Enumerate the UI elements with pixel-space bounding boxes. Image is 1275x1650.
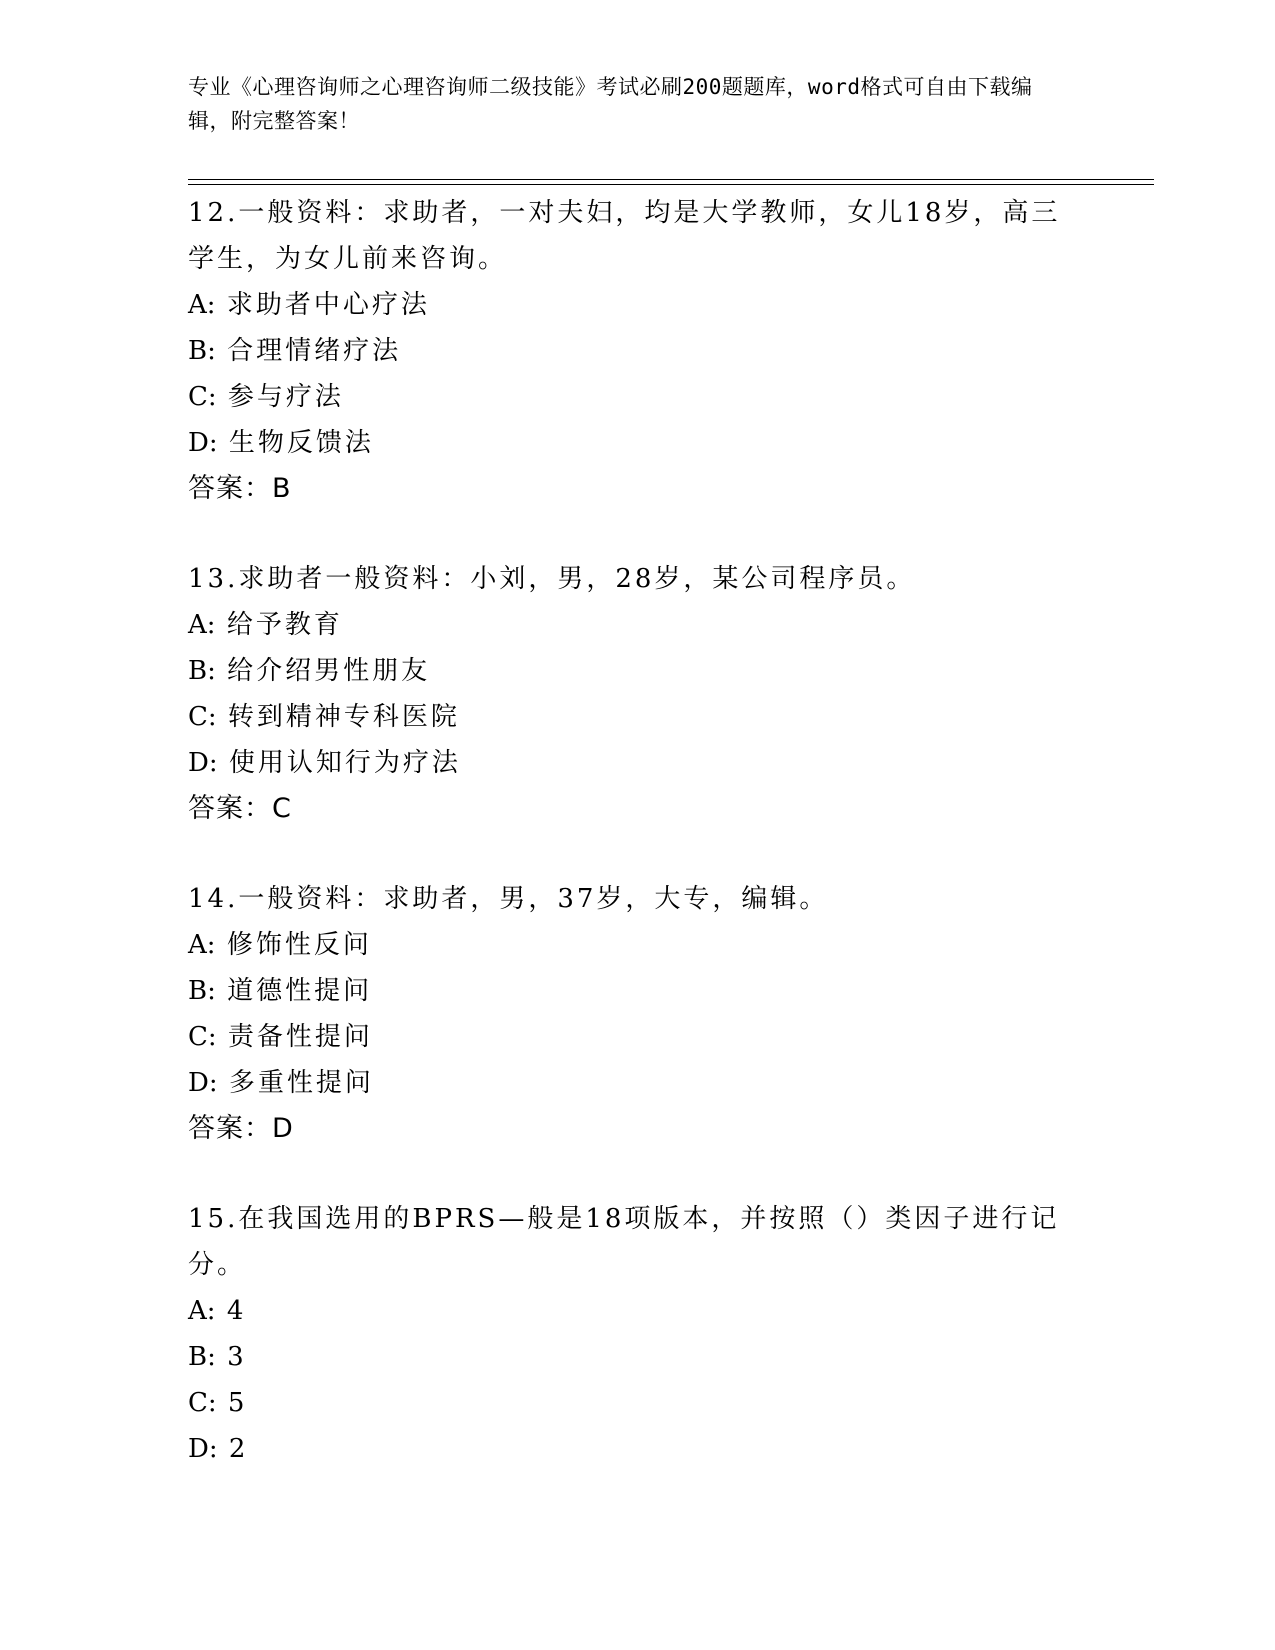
- option-c: [188, 1014, 1088, 1060]
- option-label: D:: [188, 748, 218, 778]
- option-label: D:: [188, 1434, 218, 1464]
- option-b: [188, 968, 1088, 1014]
- question-15: [188, 1196, 1088, 1472]
- question-12: [188, 190, 1088, 512]
- option-label: C:: [188, 1388, 217, 1418]
- option-label: A:: [188, 930, 216, 960]
- option-text: 合理情绪疗法: [227, 336, 402, 366]
- option-c: [188, 694, 1088, 740]
- option-text: 2: [228, 1434, 249, 1464]
- option-d: [188, 1060, 1088, 1106]
- option-text: 参与疗法: [227, 382, 344, 412]
- option-b: [188, 1334, 1088, 1380]
- option-a: [188, 282, 1088, 328]
- answer: 答案：B: [188, 473, 292, 504]
- question-stem: 13.求助者一般资料：小刘，男，28岁，某公司程序员。: [188, 564, 916, 594]
- option-text: 5: [227, 1388, 248, 1418]
- option-text: 生物反馈法: [228, 428, 374, 458]
- question-stem: 14.一般资料：求助者，男，37岁，大专，编辑。: [188, 884, 829, 914]
- option-d: [188, 740, 1088, 786]
- option-c: [188, 374, 1088, 420]
- option-a: [188, 1288, 1088, 1334]
- option-label: B:: [188, 976, 216, 1006]
- option-text: 4: [226, 1296, 247, 1326]
- question-stem: 15.在我国选用的BPRS—般是18项版本，并按照（）类因子进行记分。: [188, 1204, 1060, 1280]
- option-d: [188, 1426, 1088, 1472]
- option-text: 给予教育: [226, 610, 343, 640]
- option-text: 求助者中心疗法: [226, 290, 430, 320]
- option-a: [188, 602, 1088, 648]
- option-label: B:: [188, 336, 216, 366]
- option-label: C:: [188, 702, 217, 732]
- option-label: A:: [188, 1296, 216, 1326]
- option-text: 道德性提问: [227, 976, 373, 1006]
- answer: 答案：D: [188, 1113, 294, 1144]
- option-text: 给介绍男性朋友: [227, 656, 431, 686]
- option-d: [188, 420, 1088, 466]
- option-text: 修饰性反问: [226, 930, 372, 960]
- option-label: D:: [188, 1068, 218, 1098]
- header-divider-bottom: [188, 184, 1154, 185]
- option-b: [188, 648, 1088, 694]
- option-label: A:: [188, 290, 216, 320]
- option-c: [188, 1380, 1088, 1426]
- header-divider-top: [188, 179, 1154, 180]
- option-a: [188, 922, 1088, 968]
- option-text: 使用认知行为疗法: [228, 748, 461, 778]
- option-label: A:: [188, 610, 216, 640]
- option-label: B:: [188, 656, 216, 686]
- question-list: [188, 190, 1088, 1516]
- option-text: 转到精神专科医院: [227, 702, 460, 732]
- option-text: 责备性提问: [227, 1022, 373, 1052]
- answer: 答案：C: [188, 793, 292, 824]
- document-header: 专业《心理咨询师之心理咨询师二级技能》考试必刷200题题库，word格式可自由下载编辑，附完整答案！: [188, 75, 1033, 133]
- option-label: C:: [188, 1022, 217, 1052]
- option-label: B:: [188, 1342, 216, 1372]
- option-text: 多重性提问: [228, 1068, 374, 1098]
- option-label: C:: [188, 382, 217, 412]
- question-stem: 12.一般资料：求助者，一对夫妇，均是大学教师，女儿18岁，高三学生，为女儿前来咨询。: [188, 198, 1061, 274]
- question-14: [188, 876, 1088, 1152]
- option-text: 3: [227, 1342, 247, 1372]
- option-b: [188, 328, 1088, 374]
- question-13: [188, 556, 1088, 832]
- option-label: D:: [188, 428, 218, 458]
